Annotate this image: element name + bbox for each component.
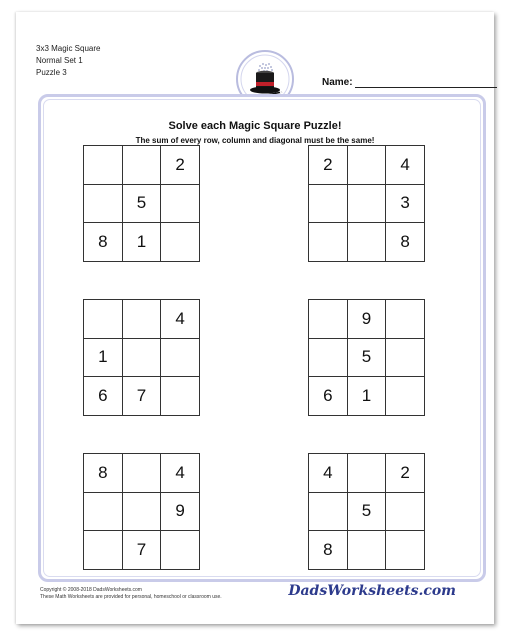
name-field (322, 76, 497, 88)
magic-square-2 (308, 145, 425, 262)
square-cell[interactable] (84, 300, 123, 339)
magic-square-5 (83, 453, 200, 570)
name-line[interactable] (355, 76, 497, 88)
instructions-title: Solve each Magic Square Puzzle! (168, 120, 342, 132)
square-cell[interactable]: 4 (309, 454, 348, 493)
square-cell[interactable]: 6 (84, 377, 123, 416)
square-cell[interactable] (123, 300, 162, 339)
square-cell[interactable] (348, 185, 387, 224)
square-cell[interactable]: 6 (309, 377, 348, 416)
square-cell[interactable]: 1 (84, 339, 123, 378)
magic-square-1 (83, 145, 200, 262)
name-label: Name: (322, 77, 353, 88)
square-cell[interactable] (84, 493, 123, 532)
square-cell[interactable] (309, 300, 348, 339)
square-cell[interactable] (161, 377, 200, 416)
square-cell[interactable] (161, 223, 200, 262)
square-cell[interactable] (348, 146, 387, 185)
square-cell[interactable]: 3 (386, 185, 425, 224)
brand-logo: DadsWorksheets.com (288, 583, 456, 599)
square-cell[interactable] (309, 223, 348, 262)
square-cell[interactable]: 1 (348, 377, 387, 416)
square-cell[interactable] (161, 531, 200, 570)
square-cell[interactable]: 2 (309, 146, 348, 185)
square-cell[interactable] (309, 339, 348, 378)
square-cell[interactable]: 9 (161, 493, 200, 532)
square-cell[interactable]: 2 (161, 146, 200, 185)
footer-legal (40, 587, 222, 601)
square-cell[interactable]: 5 (123, 185, 162, 224)
square-cell[interactable]: 4 (161, 300, 200, 339)
square-cell[interactable] (386, 493, 425, 532)
square-cell[interactable] (161, 339, 200, 378)
worksheet-header (36, 43, 100, 79)
square-cell[interactable]: 8 (84, 454, 123, 493)
square-cell[interactable]: 5 (348, 493, 387, 532)
square-cell[interactable] (386, 531, 425, 570)
magic-square-6 (308, 453, 425, 570)
square-cell[interactable]: 7 (123, 531, 162, 570)
square-cell[interactable]: 8 (386, 223, 425, 262)
worksheet-page (16, 12, 494, 624)
instructions-subtitle: The sum of every row, column and diagonal must be the same! (135, 136, 375, 145)
square-cell[interactable]: 9 (348, 300, 387, 339)
square-cell[interactable] (84, 146, 123, 185)
square-cell[interactable] (84, 531, 123, 570)
square-cell[interactable] (123, 339, 162, 378)
square-cell[interactable] (309, 493, 348, 532)
square-cell[interactable] (386, 300, 425, 339)
usage-note: These Math Worksheets are provided for personal, homeschool or classroom use. (40, 594, 222, 600)
square-cell[interactable] (123, 493, 162, 532)
square-cell[interactable] (123, 454, 162, 493)
magic-square-3 (83, 299, 200, 416)
worksheet-type: 3x3 Magic Square (36, 44, 101, 53)
square-cell[interactable]: 4 (161, 454, 200, 493)
square-cell[interactable]: 5 (348, 339, 387, 378)
square-cell[interactable]: 2 (386, 454, 425, 493)
square-cell[interactable]: 8 (84, 223, 123, 262)
square-cell[interactable] (123, 146, 162, 185)
square-cell[interactable] (348, 454, 387, 493)
square-cell[interactable] (161, 185, 200, 224)
square-cell[interactable] (386, 339, 425, 378)
puzzle-number: Puzzle 3 (36, 68, 67, 77)
worksheet-set: Normal Set 1 (36, 56, 83, 65)
square-cell[interactable]: 8 (309, 531, 348, 570)
magic-square-4 (308, 299, 425, 416)
square-cell[interactable] (386, 377, 425, 416)
square-cell[interactable] (84, 185, 123, 224)
square-cell[interactable]: 1 (123, 223, 162, 262)
square-cell[interactable]: 7 (123, 377, 162, 416)
square-cell[interactable] (309, 185, 348, 224)
copyright-text: Copyright © 2008-2018 DadsWorksheets.com (40, 587, 142, 593)
square-cell[interactable] (348, 531, 387, 570)
square-cell[interactable]: 4 (386, 146, 425, 185)
square-cell[interactable] (348, 223, 387, 262)
